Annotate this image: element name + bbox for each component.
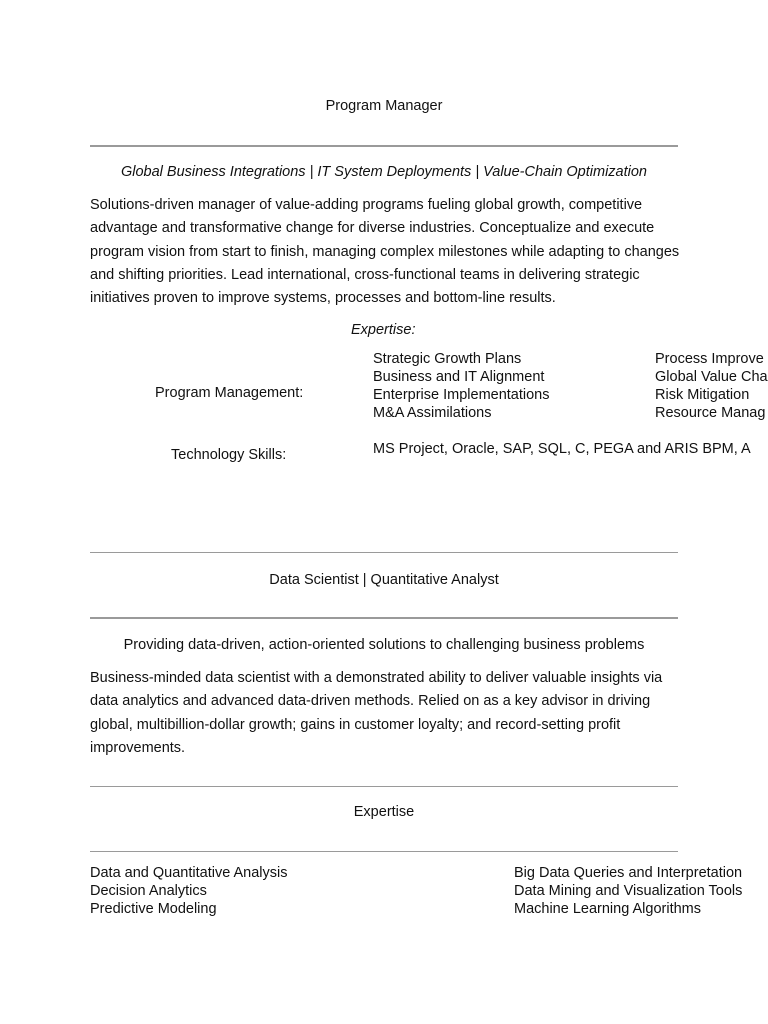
technology-skills-label: Technology Skills: <box>171 447 287 463</box>
list-item: Risk Mitigation <box>655 387 750 403</box>
list-item: Process Improve <box>655 351 764 367</box>
divider <box>90 617 678 619</box>
section2-title: Data Scientist | Quantitative Analyst <box>269 572 499 588</box>
section2-expertise-heading: Expertise <box>353 804 415 820</box>
list-item: Data and Quantitative Analysis <box>90 865 288 881</box>
list-item: Data Mining and Visualization Tools <box>514 883 743 899</box>
program-management-list-2 <box>655 350 768 422</box>
program-management-list-1 <box>373 350 550 422</box>
section1-title: Program Manager <box>325 98 443 114</box>
program-management-label: Program Management: <box>155 385 304 401</box>
list-item: Predictive Modeling <box>90 901 217 917</box>
list-item: Enterprise Implementations <box>373 387 550 403</box>
section2-tagline: Providing data-driven, action-oriented solutions to challenging business problems <box>123 637 645 653</box>
list-item: M&A Assimilations <box>373 405 492 421</box>
divider <box>90 786 678 787</box>
list-item: Resource Manag <box>655 405 766 421</box>
list-item: Business and IT Alignment <box>373 369 545 385</box>
expertise-list-right <box>514 864 742 918</box>
list-item: Strategic Growth Plans <box>373 351 522 367</box>
section2-summary: Business-minded data scientist with a demonstrated ability to deliver valuable insights via data analytics and advanced data-driven methods. Relied on as a key advisor in driving global, multibillion-dollar growth; gains in customer loyalty; and record-setting profit improvements. <box>90 670 663 756</box>
list-item: Machine Learning Algorithms <box>514 901 701 917</box>
section1-tagline: Global Business Integrations | IT System Deployments | Value-Chain Optimization <box>120 164 647 180</box>
divider <box>90 145 678 147</box>
divider <box>90 851 678 852</box>
technology-skills-value: MS Project, Oracle, SAP, SQL, C, PEGA and ARIS BPM, A <box>373 441 751 457</box>
divider <box>90 552 678 553</box>
list-item: Decision Analytics <box>90 883 207 899</box>
list-item: Global Value Cha <box>655 369 768 385</box>
list-item: Big Data Queries and Interpretation <box>514 865 743 881</box>
section1-expertise-heading: Expertise: <box>351 322 416 338</box>
expertise-list-left <box>90 864 287 918</box>
section1-summary: Solutions-driven manager of value-adding programs fueling global growth, competitive advantage and transformative change for diverse industries. Conceptualize and execute program vision from start to finish, managing complex milestones while adapting to changes and shifting priorities. Lead international, cross-functional teams in delivering strategic initiatives proven to improve systems, processes and bottom-line results. <box>90 197 680 307</box>
